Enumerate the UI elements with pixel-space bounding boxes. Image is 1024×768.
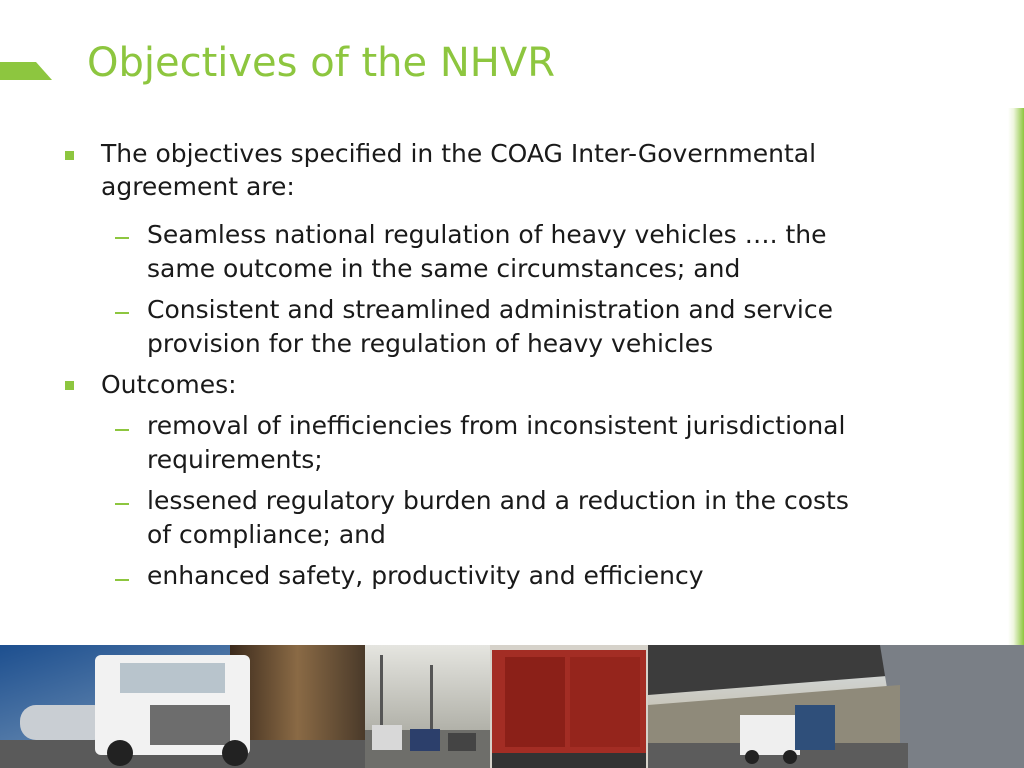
bullet-text-line: Outcomes: (101, 370, 237, 399)
dash-bullet-icon (115, 312, 129, 314)
sub-bullet-line: Consistent and streamlined administration and service (147, 295, 833, 324)
sub-bullet-line: enhanced safety, productivity and efficiency (147, 561, 704, 590)
bullet-square-icon (65, 151, 74, 160)
dash-bullet-icon (115, 579, 129, 581)
sub-bullet-line: of compliance; and (147, 520, 386, 549)
red-trailer-photo (490, 645, 648, 768)
dash-bullet-icon (115, 503, 129, 505)
dash-bullet-icon (115, 237, 129, 239)
sub-bullet-line: same outcome in the same circumstances; and (147, 254, 741, 283)
side-gradient-strip (1008, 108, 1024, 645)
sub-bullet-line: provision for the regulation of heavy vehicles (147, 329, 714, 358)
bullet-text-line: The objectives specified in the COAG Inter-Governmental (101, 139, 817, 168)
dash-bullet-icon (115, 429, 129, 431)
white-truck-photo (0, 645, 365, 768)
city-traffic-photo (365, 645, 490, 768)
highway-overpass-truck-photo (648, 645, 1024, 768)
sub-bullet-line: removal of inefficiencies from inconsistent jurisdictional (147, 411, 846, 440)
footer-photo-strip (0, 645, 1024, 768)
bullet-text-line: agreement are: (101, 172, 295, 201)
sub-bullet-line: requirements; (147, 445, 323, 474)
sub-bullet-line: lessened regulatory burden and a reduction in the costs (147, 486, 849, 515)
bullet-square-icon (65, 381, 74, 390)
sub-bullet-line: Seamless national regulation of heavy vehicles …. the (147, 220, 827, 249)
slide-title: Objectives of the NHVR (87, 40, 556, 86)
